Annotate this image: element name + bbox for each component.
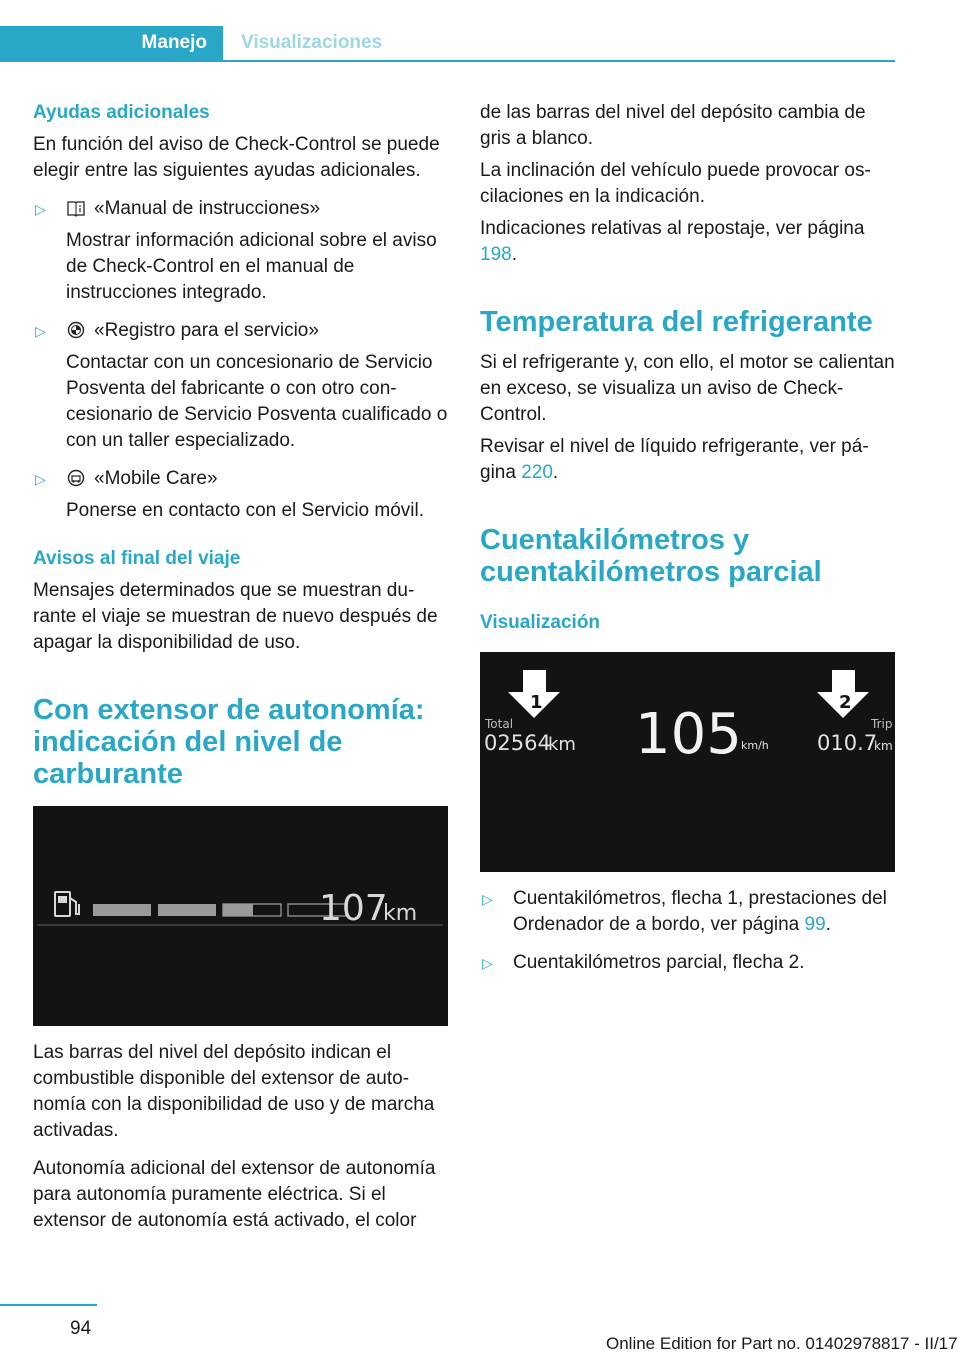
speed-value: 105 [635,702,742,767]
avisos-paragraph: Mensajes determinados que se muestran durante el viaje se muestran de nuevo después de apagar la disponibilidad de uso. [33,580,438,653]
autonomia-paragraph: Autonomía adicional del extensor de autonomía para autonomía puramente eléctrica. Si el extensor de autonomía está activado, el color [33,1158,436,1231]
revisar-page-link[interactable]: 220 [521,462,553,483]
total-value: 02564 [484,731,551,755]
bullet-parcial [480,950,895,976]
bullet-mobile-care [33,466,448,524]
trip-value: 010.7 [817,731,878,755]
footer-rule [0,1304,97,1306]
header-tab-manejo: Manejo [0,26,223,60]
manual-icon [66,199,86,217]
header-tab-visualizaciones: Visualizaciones [241,32,383,53]
ayudas-heading: Ayudas adicionales [33,102,210,123]
fuel-level-display [33,806,448,1026]
trip-label: Trip [871,717,893,731]
trip-unit: km [874,739,893,753]
revisar-paragraph: Revisar el nivel de líquido refrigerante, ver página 220. [480,436,869,483]
bullet-manual [33,196,448,306]
bullet-arrow-icon: ▷ [35,323,46,339]
bmw-service-icon [66,321,86,339]
svg-text:2: 2 [839,692,852,713]
revisar-text: Revisar el nivel de líquido refrigerante, ver página [480,436,869,483]
svg-text:1: 1 [530,692,543,713]
fuel-bar-2 [158,904,216,916]
extensor-heading: Con extensor de autonomía: indicación del nivel de carburante [33,694,425,790]
avisos-heading: Avisos al final del viaje [33,548,241,569]
total-label: Total [485,717,514,731]
bullet-mobile-care-text: Ponerse en contacto con el Servicio móvil. [66,500,425,521]
bullet-parcial-text: Cuentakilómetros parcial, flecha 2. [513,952,805,973]
bullet-arrow-icon: ▷ [35,471,46,487]
page-number: 94 [70,1318,92,1339]
bullet-arrow-icon: ▷ [482,955,493,971]
bullet-manual-text: Mostrar información adicional sobre el aviso de Check-Control en el manual de instrucciones integrado. [66,230,437,303]
repostaje-paragraph: Indicaciones relativas al repostaje, ver página 198. [480,218,865,265]
continuation-paragraph: de las barras del nivel del depósito cambia de gris a blanco. [480,102,866,149]
total-unit: km [548,734,576,755]
left-column [33,100,448,1234]
temperatura-heading: Temperatura del refrigerante [480,306,873,338]
bullet-arrow-icon: ▷ [482,891,493,907]
fuel-bar-3 [223,904,253,916]
right-column [480,100,895,976]
header-rule [0,60,895,62]
ordenador-page-link[interactable]: 99 [804,914,826,935]
repostaje-text: Indicaciones relativas al repostaje, ver página [480,218,865,239]
bullet-service-label: «Registro para el servicio» [94,320,319,341]
ayudas-paragraph: En función del aviso de Check-Control se puede elegir entre las siguientes ayudas adicionales. [33,134,440,181]
temperatura-paragraph: Si el refrigerante y, con ello, el motor se calientan en exceso, se visualiza un aviso de Check-Control. [480,352,895,425]
bullet-cuentakilometros-text: Cuentakilómetros, flecha 1, prestaciones del Ordenador de a bordo, ver página [513,888,887,935]
fuel-range-unit: km [383,901,418,926]
bullet-mobile-care-label: «Mobile Care» [94,468,218,489]
odometer-display [480,652,895,872]
bullet-cuentakilometros: ▷ Cuentakilómetros, flecha 1, prestaciones del Ordenador de a bordo, ver página 99. [482,888,887,935]
bullet-arrow-icon: ▷ [35,201,46,217]
bullet-manual-label: «Manual de instrucciones» [94,198,321,219]
inclinacion-paragraph: La inclinación del vehículo puede provocar oscilaciones en la indicación. [480,160,871,207]
barras-paragraph: Las barras del nivel del depósito indican el combustible disponible del extensor de autonomía con la disponibilidad de uso y de marcha activadas. [33,1042,435,1141]
fuel-range-value: 107 [319,888,388,929]
mobile-care-icon [66,469,86,487]
cuentakilometros-heading: Cuentakilómetros y cuentakilómetros parcial [480,524,822,588]
speed-unit: km/h [741,739,769,752]
visualizacion-heading: Visualización [480,612,601,633]
edition-footer: Online Edition for Part no. 01402978817 - II/17 [606,1334,958,1353]
repostaje-page-link[interactable]: 198 [480,244,512,265]
bullet-service-text: Contactar con un concesionario de Servicio Posventa del fabricante o con otro concesionario de Servicio Posventa cualificado o con un taller especializado. [66,352,448,451]
bullet-service [33,318,448,454]
fuel-bar-1 [93,904,151,916]
